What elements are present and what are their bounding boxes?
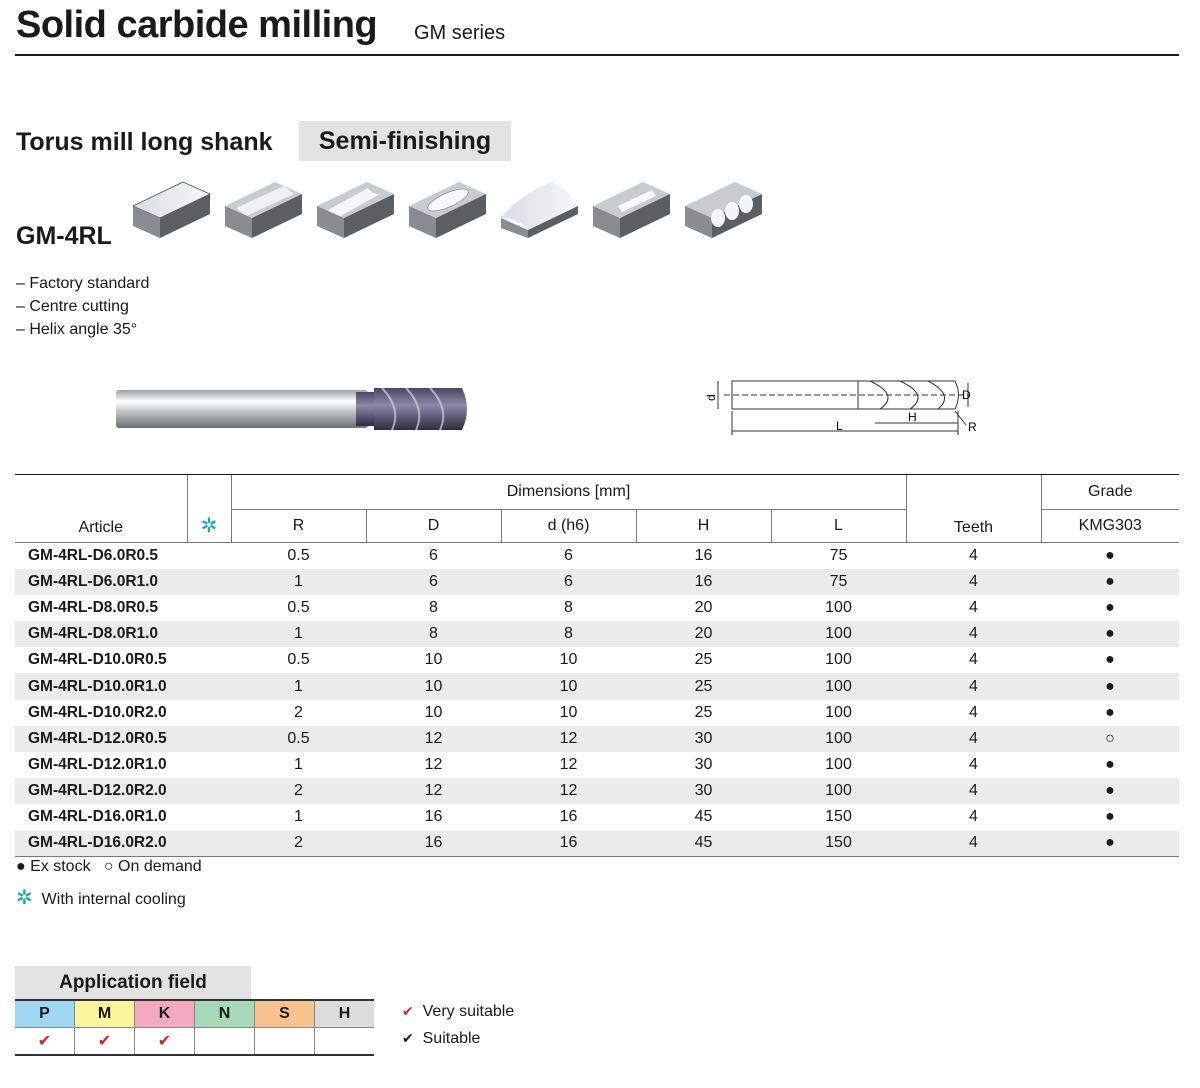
material-mark-M: ✔	[75, 1028, 135, 1056]
cell-grade: ●	[1105, 782, 1115, 800]
cell-D: 10	[424, 703, 443, 721]
cell-teeth: 4	[969, 598, 978, 616]
cell-d: 10	[559, 703, 578, 721]
cell-R: 1	[294, 808, 303, 826]
material-M: M	[75, 1000, 135, 1028]
table-row	[15, 804, 1179, 830]
cell-R: 2	[294, 703, 303, 721]
cell-cooling	[187, 595, 231, 621]
product-type: Torus mill long shank	[16, 128, 273, 156]
material-mark-N	[195, 1028, 255, 1056]
cell-d: 16	[559, 834, 578, 852]
cell-article: GM-4RL-D16.0R2.0	[28, 834, 167, 852]
cell-H: 45	[694, 834, 713, 852]
cell-teeth: 4	[969, 756, 978, 774]
block-pocket-icon	[409, 182, 486, 238]
cell-d: 10	[559, 651, 578, 669]
cell-L: 150	[825, 808, 852, 826]
cell-R: 2	[294, 782, 303, 800]
table-row	[15, 831, 1179, 857]
application-grid	[15, 999, 374, 1056]
cell-teeth: 4	[969, 651, 978, 669]
spec-table-body	[15, 543, 1179, 857]
header-grade: Grade	[1041, 475, 1179, 510]
feature-item: – Centre cutting	[16, 298, 129, 315]
cooling-legend-text: With internal cooling	[41, 891, 186, 908]
cell-cooling	[187, 673, 231, 699]
cell-R: 0.5	[287, 598, 310, 616]
table-row	[15, 621, 1179, 647]
operation-badge: Semi-finishing	[299, 121, 511, 161]
cell-grade: ●	[1105, 834, 1115, 852]
feature-item: – Factory standard	[16, 275, 150, 292]
cell-L: 100	[825, 756, 852, 774]
cell-H: 16	[694, 572, 713, 590]
cell-R: 0.5	[287, 546, 310, 564]
cell-teeth: 4	[969, 834, 978, 852]
cell-teeth: 4	[969, 677, 978, 695]
cell-H: 30	[694, 729, 713, 747]
suitable-text: Suitable	[422, 1030, 481, 1047]
cell-H: 30	[694, 756, 713, 774]
material-mark-H	[315, 1028, 375, 1056]
material-N: N	[195, 1000, 255, 1028]
cell-cooling	[187, 621, 231, 647]
block-chamfer-icon	[225, 182, 302, 238]
spec-table	[15, 474, 1179, 857]
check-icon: ✔	[402, 1030, 414, 1046]
cell-teeth: 4	[969, 729, 978, 747]
cell-cooling	[187, 543, 231, 569]
cell-L: 150	[825, 834, 852, 852]
header-H: H	[636, 510, 771, 543]
cell-L: 100	[825, 625, 852, 643]
header-d: d (h6)	[501, 510, 636, 543]
cell-D: 8	[429, 598, 438, 616]
very-suitable-legend	[402, 1003, 514, 1021]
cell-cooling	[187, 726, 231, 752]
cell-D: 10	[424, 677, 443, 695]
cell-article: GM-4RL-D12.0R2.0	[28, 782, 167, 800]
title-divider	[15, 54, 1179, 56]
cell-d: 6	[564, 546, 573, 564]
application-field-title: Application field	[15, 966, 251, 999]
cell-H: 25	[694, 703, 713, 721]
cooling-legend	[16, 885, 186, 910]
cell-d: 16	[559, 808, 578, 826]
cell-D: 8	[429, 625, 438, 643]
block-slot-icon	[317, 182, 394, 238]
cell-L: 75	[829, 572, 848, 590]
drawing-label-L: L	[836, 419, 843, 433]
feature-item: – Helix angle 35°	[16, 321, 138, 338]
material-K: K	[135, 1000, 195, 1028]
cell-L: 100	[825, 677, 852, 695]
header-teeth: Teeth	[906, 475, 1041, 543]
page-title: Solid carbide milling	[16, 4, 378, 46]
feature-list	[16, 272, 149, 341]
header-dimensions: Dimensions [mm]	[231, 475, 906, 510]
cell-article: GM-4RL-D16.0R1.0	[28, 808, 167, 826]
cell-D: 6	[429, 572, 438, 590]
cell-L: 100	[825, 782, 852, 800]
material-mark-P: ✔	[15, 1028, 75, 1056]
material-letters	[15, 1000, 374, 1028]
material-H: H	[315, 1000, 375, 1028]
cell-cooling	[187, 700, 231, 726]
cell-d: 12	[559, 729, 578, 747]
table-row	[15, 726, 1179, 752]
cell-grade: ●	[1105, 703, 1115, 721]
tool-photo	[110, 380, 510, 440]
block-holes-icon	[685, 182, 762, 238]
block-plain-icon	[133, 182, 210, 238]
cell-D: 12	[424, 756, 443, 774]
cell-teeth: 4	[969, 782, 978, 800]
cell-cooling	[187, 569, 231, 595]
header-grade-name: KMG303	[1041, 510, 1179, 543]
cell-article: GM-4RL-D12.0R1.0	[28, 756, 167, 774]
cell-H: 25	[694, 677, 713, 695]
cell-grade: ●	[1105, 651, 1115, 669]
cell-teeth: 4	[969, 703, 978, 721]
on-demand-legend: ○ On demand	[103, 858, 202, 875]
cell-L: 75	[829, 546, 848, 564]
cell-teeth: 4	[969, 808, 978, 826]
cell-L: 100	[825, 651, 852, 669]
cell-L: 100	[825, 598, 852, 616]
cell-D: 6	[429, 546, 438, 564]
stock-legend	[16, 858, 202, 876]
cell-grade: ●	[1105, 598, 1115, 616]
ex-stock-legend: ● Ex stock	[16, 858, 91, 875]
table-row	[15, 647, 1179, 673]
cell-article: GM-4RL-D8.0R1.0	[28, 625, 159, 643]
cell-L: 100	[825, 703, 852, 721]
series-label: GM series	[414, 22, 506, 44]
table-row	[15, 673, 1179, 699]
application-shapes	[130, 178, 780, 248]
cell-D: 10	[424, 651, 443, 669]
header-article: Article	[15, 475, 187, 543]
cell-grade: ●	[1105, 572, 1115, 590]
material-marks	[15, 1028, 374, 1056]
cell-H: 25	[694, 651, 713, 669]
cell-d: 8	[564, 598, 573, 616]
snowflake-icon: ✲	[16, 887, 33, 909]
cell-d: 12	[559, 782, 578, 800]
cell-article: GM-4RL-D8.0R0.5	[28, 598, 159, 616]
table-row	[15, 543, 1179, 569]
table-row	[15, 700, 1179, 726]
cell-d: 8	[564, 625, 573, 643]
cell-R: 1	[294, 756, 303, 774]
cell-R: 0.5	[287, 729, 310, 747]
material-S: S	[255, 1000, 315, 1028]
table-row	[15, 569, 1179, 595]
cell-H: 16	[694, 546, 713, 564]
cell-grade: ●	[1105, 808, 1115, 826]
cell-R: 1	[294, 625, 303, 643]
cell-D: 16	[424, 834, 443, 852]
cell-teeth: 4	[969, 546, 978, 564]
cell-cooling	[187, 804, 231, 830]
drawing-label-D: D	[962, 388, 971, 402]
cell-grade: ●	[1105, 625, 1115, 643]
suitable-legend	[402, 1030, 480, 1048]
very-suitable-text: Very suitable	[422, 1003, 515, 1020]
block-contour-icon	[593, 182, 670, 238]
material-mark-K: ✔	[135, 1028, 195, 1056]
header-R: R	[231, 510, 366, 543]
cell-H: 20	[694, 598, 713, 616]
cell-grade: ●	[1105, 756, 1115, 774]
cell-H: 45	[694, 808, 713, 826]
cell-teeth: 4	[969, 572, 978, 590]
cell-cooling	[187, 647, 231, 673]
drawing-label-R: R	[968, 420, 977, 434]
cell-cooling	[187, 752, 231, 778]
snowflake-icon: ✲	[200, 515, 218, 537]
table-row	[15, 595, 1179, 621]
drawing-label-H: H	[908, 410, 917, 424]
tool-drawing	[700, 375, 1000, 437]
cell-H: 20	[694, 625, 713, 643]
table-row	[15, 778, 1179, 804]
header-L: L	[771, 510, 906, 543]
cell-H: 30	[694, 782, 713, 800]
cell-grade: ●	[1105, 677, 1115, 695]
red-check-icon: ✔	[402, 1003, 414, 1019]
cell-article: GM-4RL-D10.0R2.0	[28, 703, 167, 721]
cell-R: 2	[294, 834, 303, 852]
cell-article: GM-4RL-D6.0R1.0	[28, 572, 159, 590]
material-mark-S	[255, 1028, 315, 1056]
cell-R: 1	[294, 572, 303, 590]
material-P: P	[15, 1000, 75, 1028]
cell-article: GM-4RL-D10.0R1.0	[28, 677, 167, 695]
table-row	[15, 752, 1179, 778]
cell-D: 12	[424, 729, 443, 747]
drawing-label-d: d	[704, 394, 718, 401]
cell-L: 100	[825, 729, 852, 747]
cell-article: GM-4RL-D12.0R0.5	[28, 729, 167, 747]
cell-d: 6	[564, 572, 573, 590]
header-D: D	[366, 510, 501, 543]
cell-R: 0.5	[287, 651, 310, 669]
header-cooling	[187, 475, 231, 543]
cell-d: 12	[559, 756, 578, 774]
cell-grade: ○	[1105, 729, 1115, 747]
block-radius-icon	[501, 182, 578, 238]
cell-R: 1	[294, 677, 303, 695]
cell-cooling	[187, 778, 231, 804]
cell-cooling	[187, 831, 231, 857]
cell-article: GM-4RL-D10.0R0.5	[28, 651, 167, 669]
cell-grade: ●	[1105, 546, 1115, 564]
cell-d: 10	[559, 677, 578, 695]
cell-D: 12	[424, 782, 443, 800]
model-name: GM-4RL	[16, 222, 112, 250]
cell-article: GM-4RL-D6.0R0.5	[28, 546, 159, 564]
cell-D: 16	[424, 808, 443, 826]
cell-teeth: 4	[969, 625, 978, 643]
